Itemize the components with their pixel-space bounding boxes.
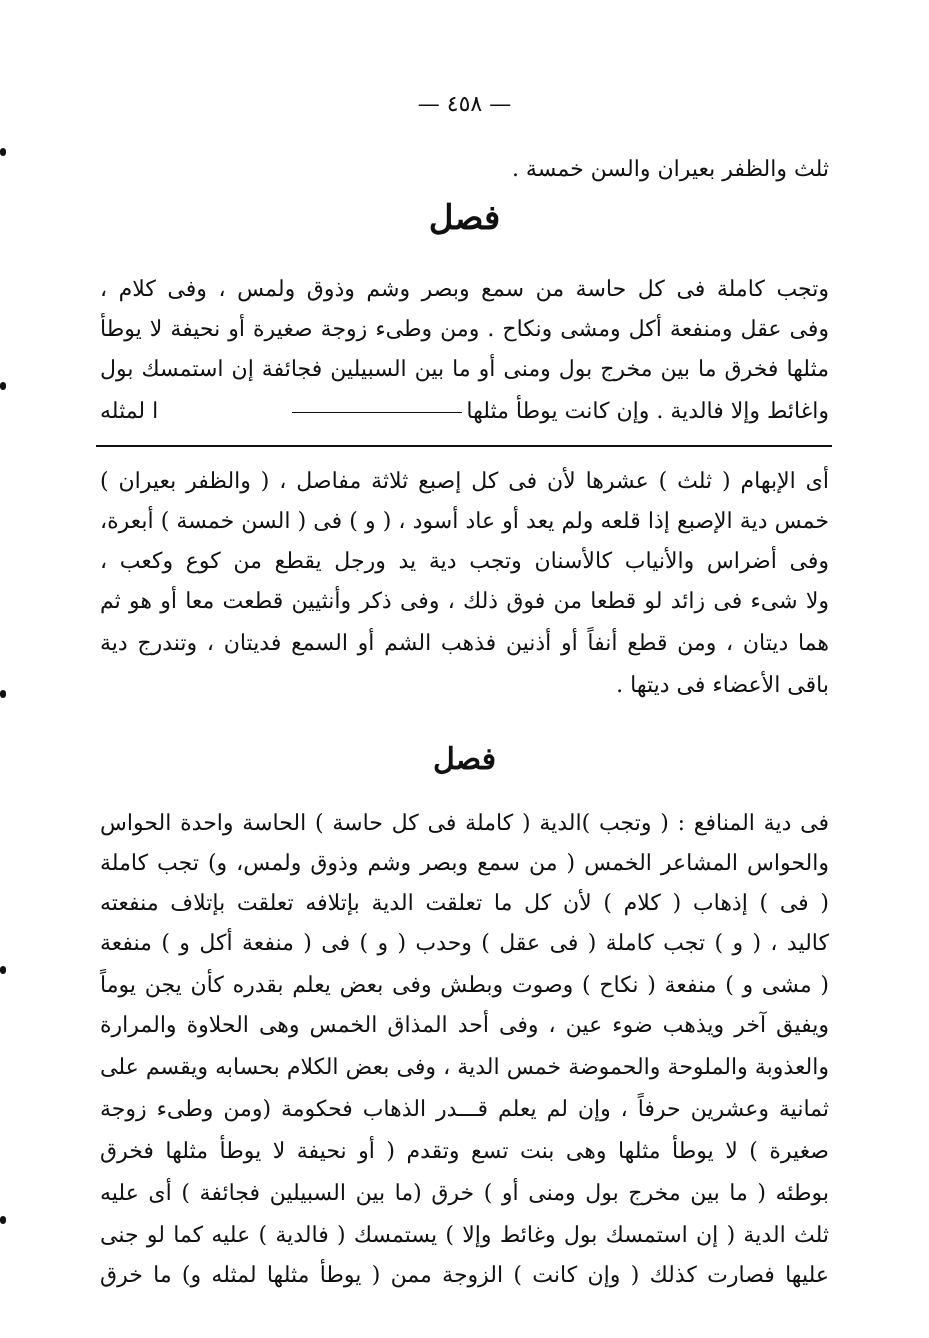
main-text-line-truncated: [100, 392, 829, 432]
commentary-line: وفى أضراس والأنياب كالأسنان وتجب دية يد ورجل يقطع من كوع وكعب ،: [100, 549, 829, 574]
main-text-line: واغائط وإلا فالدية . وإن كانت يوطأ مثلها: [466, 399, 829, 424]
commentary-line: والعذوبة والملوحة والحموضة خمس الدية ، وفى بعض الكلام بحسابه ويقسم على: [100, 1055, 829, 1080]
commentary-line: خمس دية الإصبع إذا قلعه ولم يعد أو عاد أسود ، ( و ) فى ( السن خمسة ) أبعرة،: [100, 509, 829, 534]
commentary-line: صغيرة ) لا يوطأ مثلها وهى بنت تسع وتقدم ( أو نحيفة لا يوطأ مثلها فخرق: [100, 1139, 829, 1164]
commentary-line: أى الإبهام ( ثلث ) عشرها لأن فى كل إصبع ثلاثة مفاصل ، ( والظفر بعيران ): [100, 469, 829, 494]
commentary-line: ثمانية وعشرين حرفاً ، وإن لم يعلم قـــدر الذهاب فحكومة (ومن وطىء زوجة: [100, 1097, 829, 1122]
scan-mark: [0, 382, 6, 390]
commentary-line: ( فى ) إذهاب ( كلام ) لأن كل ما تعلقت الدية بإتلافه تعلقت بإتلاف منفعته: [100, 891, 829, 916]
commentary-line: والحواس المشاعر الخمس ( من سمع وبصر وشم وذوق ولمس، و) تجب كاملة: [100, 851, 829, 876]
commentary-line: بوطئه ( ما بين مخرج بول ومنى أو ) خرق (ما بين السبيلين فجائفة ) أى عليه: [100, 1181, 829, 1206]
continuation-line: ثلث والظفر بعيران والسن خمسة .: [511, 157, 829, 182]
main-text-line: وفى عقل ومنفعة أكل ومشى ونكاح . ومن وطىء زوجة صغيرة أو نحيفة لا يوطأ: [100, 317, 829, 342]
page-number: — ٤٥٨ —: [417, 92, 512, 117]
commentary-line: باقى الأعضاء فى ديتها .: [616, 673, 829, 698]
main-text-line: وتجب كاملة فى كل حاسة من سمع وبصر وشم وذوق ولمس ، وفى كلام ،: [100, 277, 829, 302]
scan-mark: [0, 148, 6, 156]
commentary-line: ولا شىء فى زائد لو قطعا من فوق ذلك ، وفى ذكر وأنثيين قطعت معا أو هو ثم: [100, 589, 829, 614]
scan-mark: [0, 966, 6, 974]
scan-mark: [0, 1216, 6, 1224]
main-text-line: مثلها فخرق ما بين مخرج بول ومنى أو ما بين السبيلين فجائفة إن استمسك بول: [100, 357, 829, 382]
separator-rule: [96, 445, 832, 447]
commentary-line: عليها فصارت كذلك ( وإن كانت ) الزوجة ممن ( يوطأ مثلها لمثله و) ما خرق: [100, 1263, 829, 1288]
commentary-line: ثلث الدية ( إن استمسك بول وغائط وإلا ) يستمسك ( فالدية ) عليه كما لو جنى: [100, 1223, 829, 1248]
elision-dash: [292, 412, 462, 413]
commentary-line: فى دية المنافع : ( وتجب )الدية ( كاملة فى كل حاسة ) الحاسة واحدة الحواس: [100, 811, 829, 836]
commentary-line: هما ديتان ، ومن قطع أنفاً أو أذنين فذهب الشم أو السمع فديتان ، وتندرج دية: [100, 631, 829, 656]
commentary-line: ويفيق آخر ويذهب ضوء عين ، وفى أحد المذاق الخمس وهى الحلاوة والمرارة: [100, 1013, 829, 1038]
scan-mark: [0, 690, 6, 698]
line-end-fragment: ا لمثله: [100, 399, 159, 424]
commentary-line: كاليد ، ( و ) تجب كاملة ( فى عقل ) وحدب ( و ) فى ( منفعة أكل و ) منفعة: [100, 931, 829, 956]
section-heading-1: فصل: [428, 198, 501, 238]
commentary-line: ( مشى و ) منفعة ( نكاح ) وصوت وبطش وفى بعض يعلم بقدره كأن يجن يوماً: [100, 973, 829, 998]
section-heading-2: فصل: [432, 742, 497, 777]
